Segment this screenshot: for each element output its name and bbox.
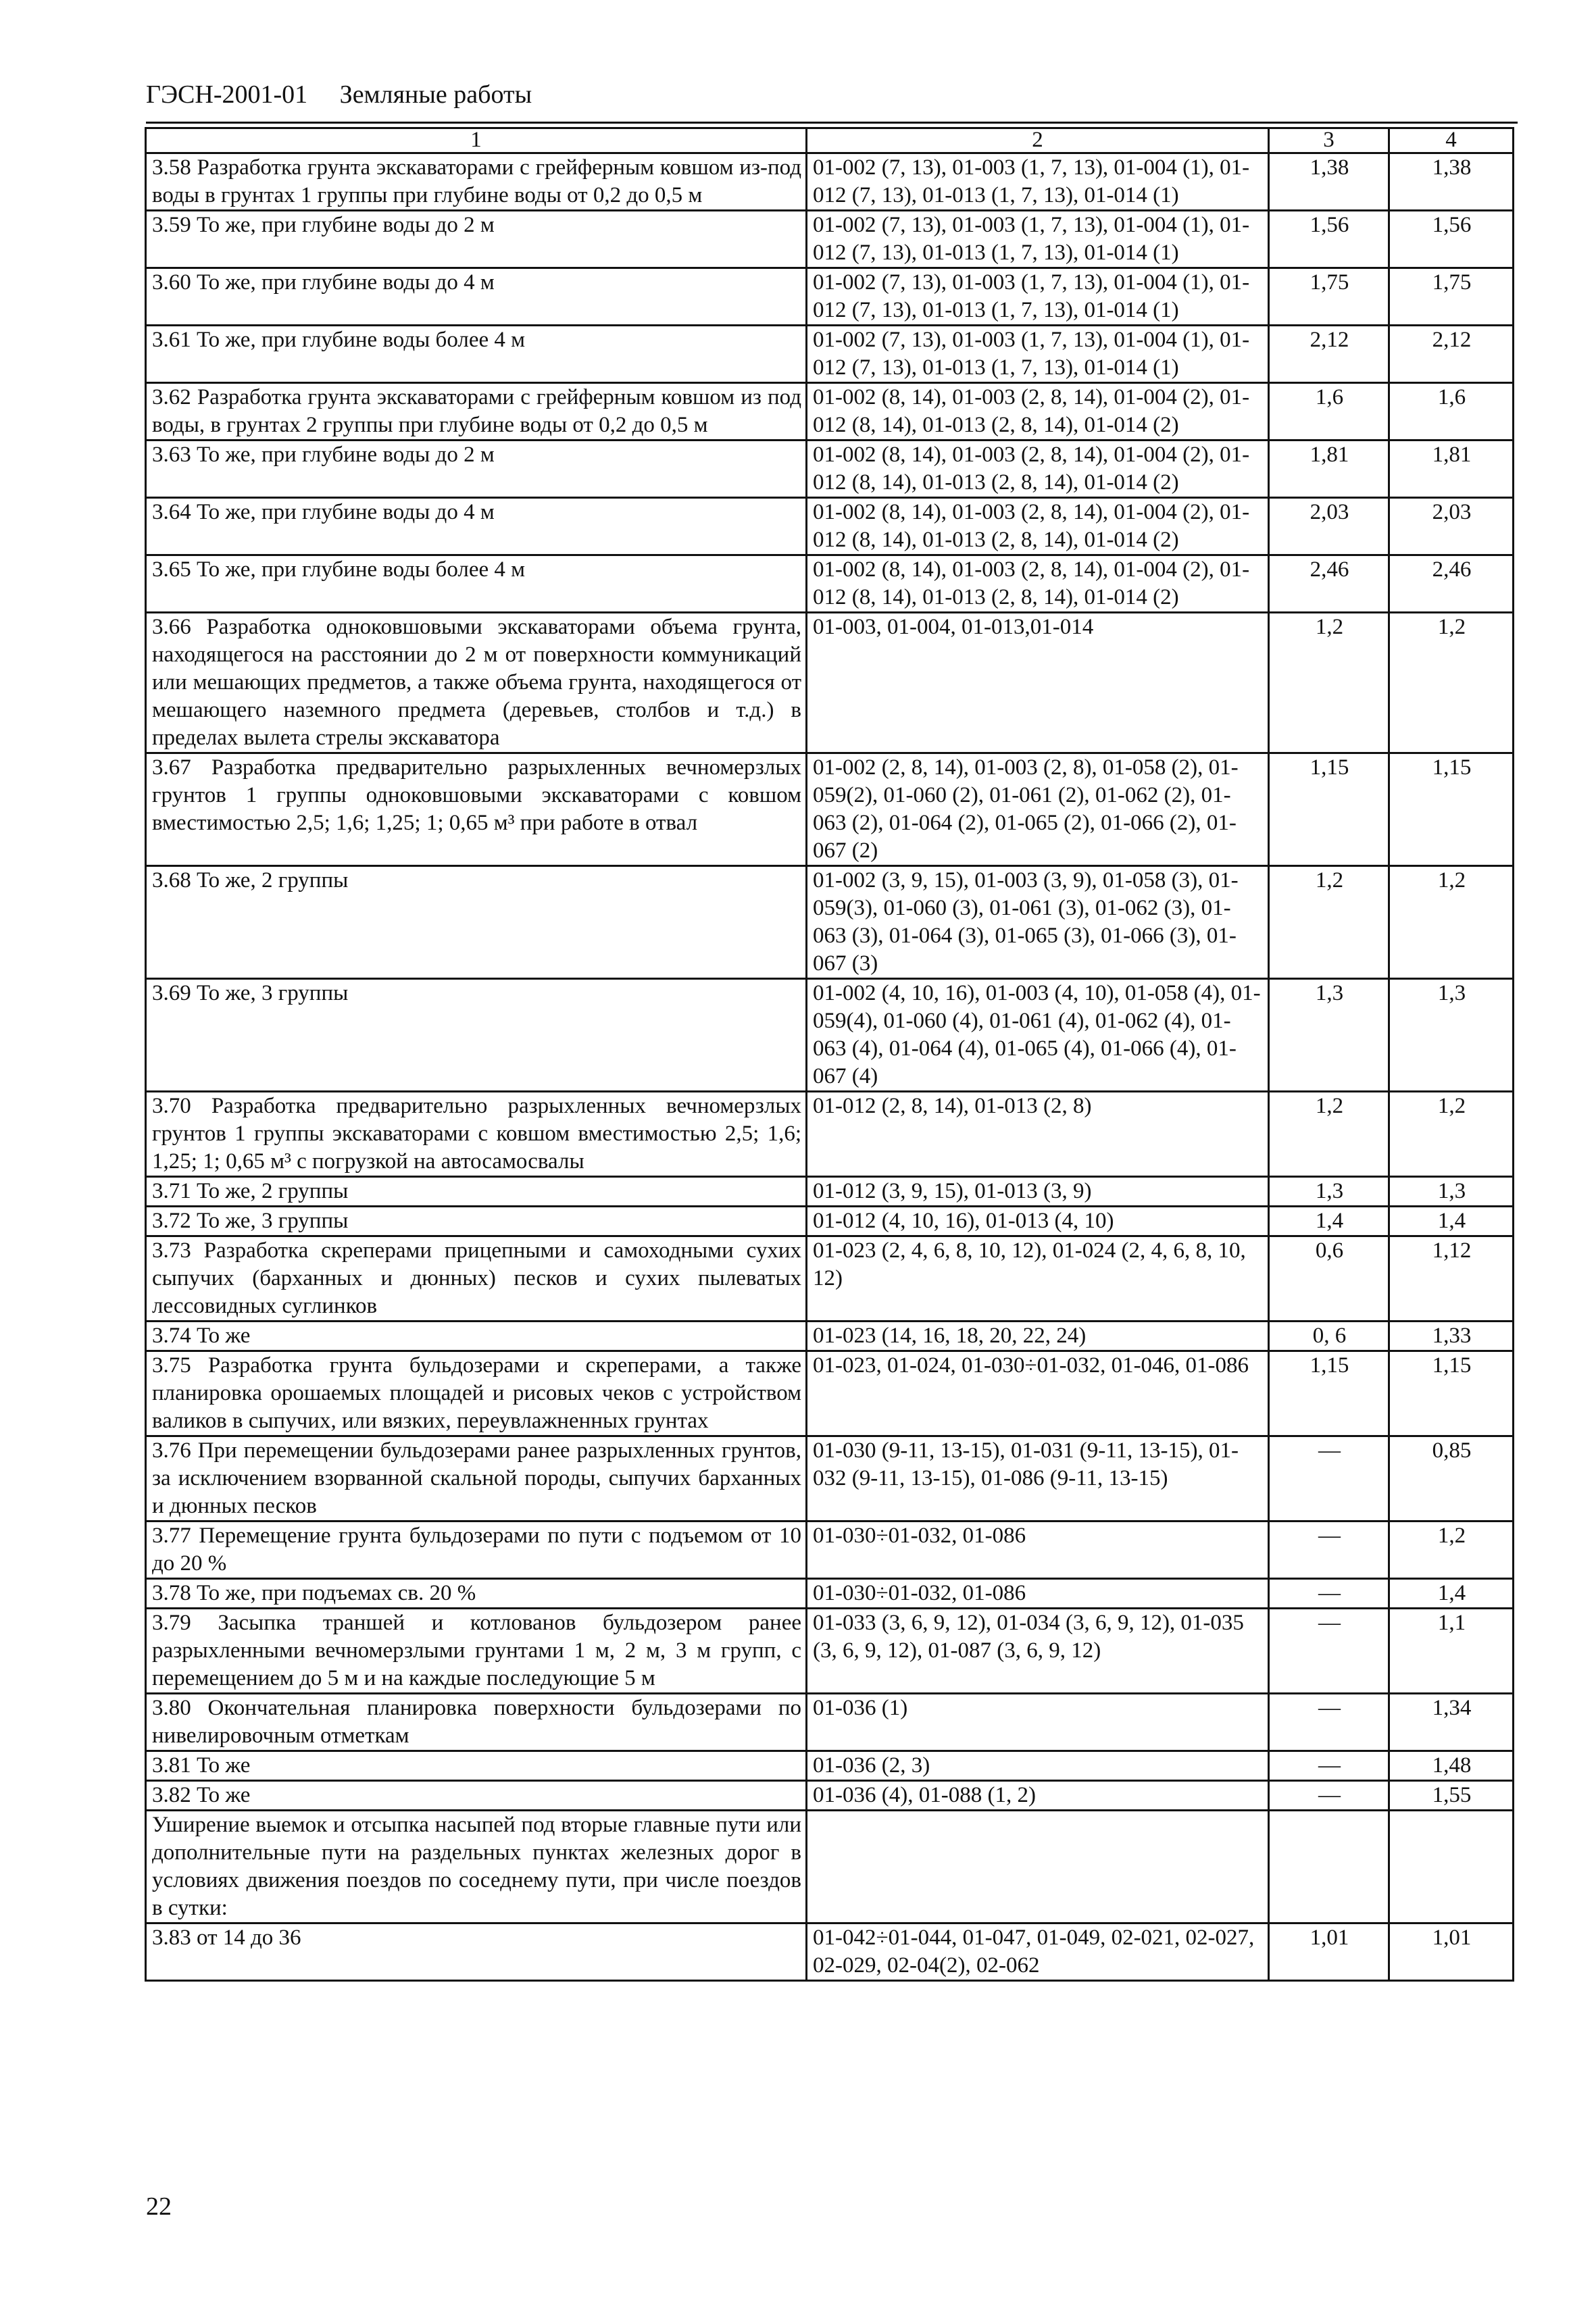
row-table-codes: 01-023 (2, 4, 6, 8, 10, 12), 01-024 (2, 4, 6, 8, 10, 12): [807, 1236, 1269, 1322]
row-coef-col3: —: [1269, 1521, 1389, 1579]
row-coef-col3: —: [1269, 1781, 1389, 1811]
coefficients-table: [145, 127, 1514, 1982]
row-description: 3.79 Засыпка траншей и котлованов бульдозером ранее разрыхленными вечномерзлыми грунтами 1 м, 2 м, 3 м групп, с перемещением до 5 м и на каждые последующие 5 м: [146, 1609, 807, 1694]
row-coef-col4: 1,2: [1389, 866, 1514, 979]
row-coef-col3: 2,03: [1269, 498, 1389, 555]
row-description: 3.76 При перемещении бульдозерами ранее разрыхленных грунтов, за исключением взорванной скальной породы, сыпучих барханных и дюнных песков: [146, 1436, 807, 1521]
row-description: 3.83 от 14 до 36: [146, 1923, 807, 1981]
row-coef-col4: 1,38: [1389, 153, 1514, 211]
table-row: [146, 441, 1514, 498]
row-coef-col4: 1,4: [1389, 1579, 1514, 1609]
table-row: [146, 979, 1514, 1092]
row-description: 3.80 Окончательная планировка поверхности бульдозерами по нивелировочным отметкам: [146, 1694, 807, 1751]
row-table-codes: 01-030÷01-032, 01-086: [807, 1579, 1269, 1609]
row-coef-col4: 1,81: [1389, 441, 1514, 498]
row-table-codes: 01-036 (2, 3): [807, 1751, 1269, 1781]
row-table-codes: 01-012 (3, 9, 15), 01-013 (3, 9): [807, 1177, 1269, 1207]
column-number-row: [146, 128, 1514, 153]
table-row: [146, 1811, 1514, 1923]
row-table-codes: 01-033 (3, 6, 9, 12), 01-034 (3, 6, 9, 12), 01-035 (3, 6, 9, 12), 01-087 (3, 6, 9, 12): [807, 1609, 1269, 1694]
row-table-codes: 01-042÷01-044, 01-047, 01-049, 02-021, 02-027, 02-029, 02-04(2), 02-062: [807, 1923, 1269, 1981]
row-coef-col4: 2,46: [1389, 555, 1514, 613]
row-description: 3.77 Перемещение грунта бульдозерами по пути с подъемом от 10 до 20 %: [146, 1521, 807, 1579]
table-row: [146, 1521, 1514, 1579]
table-row: [146, 1436, 1514, 1521]
table-row: [146, 1236, 1514, 1322]
table-row: [146, 753, 1514, 866]
row-coef-col4: 0,85: [1389, 1436, 1514, 1521]
table-row: [146, 1781, 1514, 1811]
row-description: 3.70 Разработка предварительно разрыхленных вечномерзлых грунтов 1 группы экскаваторами с ковшом вместимостью 2,5; 1,6; 1,25; 1; 0,65 м³ с погрузкой на автосамосвалы: [146, 1092, 807, 1177]
row-table-codes: 01-036 (1): [807, 1694, 1269, 1751]
row-coef-col3: 1,2: [1269, 866, 1389, 979]
row-coef-col3: 1,38: [1269, 153, 1389, 211]
row-description: Уширение выемок и отсыпка насыпей под вторые главные пути или дополнительные пути на раздельных пунктах железных дорог в условиях движения поездов по соседнему пути, при числе поездов в сутки:: [146, 1811, 807, 1923]
row-description: 3.73 Разработка скреперами прицепными и самоходными сухих сыпучих (барханных и дюнных) песков и сухих пылеватых лессовидных суглинков: [146, 1236, 807, 1322]
row-table-codes: 01-012 (4, 10, 16), 01-013 (4, 10): [807, 1207, 1269, 1236]
row-description: 3.82 То же: [146, 1781, 807, 1811]
table-row: [146, 1609, 1514, 1694]
row-coef-col3: [1269, 1811, 1389, 1923]
row-coef-col3: 1,15: [1269, 753, 1389, 866]
row-coef-col4: 1,4: [1389, 1207, 1514, 1236]
table-body: [146, 153, 1514, 1981]
row-table-codes: 01-002 (8, 14), 01-003 (2, 8, 14), 01-004 (2), 01-012 (8, 14), 01-013 (2, 8, 14), 01-014 (2): [807, 498, 1269, 555]
row-table-codes: 01-002 (7, 13), 01-003 (1, 7, 13), 01-004 (1), 01-012 (7, 13), 01-013 (1, 7, 13), 01-014 (1): [807, 268, 1269, 326]
row-coef-col4: [1389, 1811, 1514, 1923]
row-coef-col3: 1,3: [1269, 1177, 1389, 1207]
row-coef-col3: 1,2: [1269, 613, 1389, 753]
table-row: [146, 1751, 1514, 1781]
row-table-codes: 01-002 (3, 9, 15), 01-003 (3, 9), 01-058 (3), 01-059(3), 01-060 (3), 01-061 (3), 01-062 (3), 01-063 (3), 01-064 (3), 01-065 (3), 01-066 (3), 01-067 (3): [807, 866, 1269, 979]
page-header: [146, 80, 1518, 124]
row-description: 3.63 То же, при глубине воды до 2 м: [146, 441, 807, 498]
row-coef-col4: 1,34: [1389, 1694, 1514, 1751]
row-coef-col3: —: [1269, 1694, 1389, 1751]
row-description: 3.68 То же, 2 группы: [146, 866, 807, 979]
row-table-codes: 01-002 (8, 14), 01-003 (2, 8, 14), 01-004 (2), 01-012 (8, 14), 01-013 (2, 8, 14), 01-014 (2): [807, 383, 1269, 441]
row-table-codes: 01-002 (2, 8, 14), 01-003 (2, 8), 01-058 (2), 01-059(2), 01-060 (2), 01-061 (2), 01-062 (2), 01-063 (2), 01-064 (2), 01-065 (2), 01-066 (2), 01-067 (2): [807, 753, 1269, 866]
row-description: 3.58 Разработка грунта экскаваторами с грейферным ковшом из-под воды в грунтах 1 группы при глубине воды от 0,2 до 0,5 м: [146, 153, 807, 211]
row-coef-col4: 1,75: [1389, 268, 1514, 326]
table-row: [146, 1177, 1514, 1207]
section-title: Земляные работы: [339, 80, 532, 109]
column-header: 1: [146, 128, 807, 153]
row-description: 3.62 Разработка грунта экскаваторами с грейферным ковшом из под воды, в грунтах 2 группы при глубине воды от 0,2 до 0,5 м: [146, 383, 807, 441]
row-description: 3.71 То же, 2 группы: [146, 1177, 807, 1207]
row-coef-col4: 1,55: [1389, 1781, 1514, 1811]
table-row: [146, 383, 1514, 441]
row-description: 3.66 Разработка одноковшовыми экскаваторами объема грунта, находящегося на расстоянии до 2 м от поверхности коммуникаций или мешающих предметов, а также объема грунта, находящегося от мешающего наземного предмета (деревьев, столбов и т.д.) в пределах вылета стрелы экскаватора: [146, 613, 807, 753]
row-coef-col4: 1,1: [1389, 1609, 1514, 1694]
row-coef-col3: —: [1269, 1609, 1389, 1694]
table-row: [146, 153, 1514, 211]
row-description: 3.67 Разработка предварительно разрыхленных вечномерзлых грунтов 1 группы одноковшовыми экскаваторами с ковшом вместимостью 2,5; 1,6; 1,25; 1; 0,65 м³ при работе в отвал: [146, 753, 807, 866]
row-table-codes: [807, 1811, 1269, 1923]
table-row: [146, 326, 1514, 383]
row-table-codes: 01-030 (9-11, 13-15), 01-031 (9-11, 13-15), 01-032 (9-11, 13-15), 01-086 (9-11, 13-15): [807, 1436, 1269, 1521]
row-coef-col4: 2,03: [1389, 498, 1514, 555]
column-header: 4: [1389, 128, 1514, 153]
row-description: 3.72 То же, 3 группы: [146, 1207, 807, 1236]
row-table-codes: 01-002 (7, 13), 01-003 (1, 7, 13), 01-004 (1), 01-012 (7, 13), 01-013 (1, 7, 13), 01-014 (1): [807, 326, 1269, 383]
table-row: [146, 211, 1514, 268]
row-coef-col3: 1,56: [1269, 211, 1389, 268]
table-row: [146, 1351, 1514, 1436]
row-coef-col3: 0,6: [1269, 1236, 1389, 1322]
row-coef-col3: 1,81: [1269, 441, 1389, 498]
row-coef-col4: 1,56: [1389, 211, 1514, 268]
row-description: 3.65 То же, при глубине воды более 4 м: [146, 555, 807, 613]
row-table-codes: 01-002 (8, 14), 01-003 (2, 8, 14), 01-004 (2), 01-012 (8, 14), 01-013 (2, 8, 14), 01-014 (2): [807, 555, 1269, 613]
row-coef-col3: 1,01: [1269, 1923, 1389, 1981]
row-coef-col3: —: [1269, 1579, 1389, 1609]
row-coef-col4: 1,2: [1389, 1521, 1514, 1579]
row-table-codes: 01-003, 01-004, 01-013,01-014: [807, 613, 1269, 753]
table-row: [146, 1579, 1514, 1609]
row-coef-col4: 1,2: [1389, 613, 1514, 753]
table-row: [146, 1923, 1514, 1981]
row-coef-col4: 1,15: [1389, 753, 1514, 866]
row-description: 3.64 То же, при глубине воды до 4 м: [146, 498, 807, 555]
row-coef-col4: 1,6: [1389, 383, 1514, 441]
row-coef-col4: 1,3: [1389, 979, 1514, 1092]
row-description: 3.61 То же, при глубине воды более 4 м: [146, 326, 807, 383]
row-table-codes: 01-002 (8, 14), 01-003 (2, 8, 14), 01-004 (2), 01-012 (8, 14), 01-013 (2, 8, 14), 01-014 (2): [807, 441, 1269, 498]
table-row: [146, 866, 1514, 979]
row-coef-col3: 1,15: [1269, 1351, 1389, 1436]
row-coef-col3: 2,46: [1269, 555, 1389, 613]
table-row: [146, 498, 1514, 555]
table-row: [146, 268, 1514, 326]
row-description: 3.60 То же, при глубине воды до 4 м: [146, 268, 807, 326]
row-table-codes: 01-023, 01-024, 01-030÷01-032, 01-046, 01-086: [807, 1351, 1269, 1436]
page-number: 22: [146, 2192, 172, 2221]
row-coef-col4: 2,12: [1389, 326, 1514, 383]
row-coef-col4: 1,12: [1389, 1236, 1514, 1322]
row-table-codes: 01-012 (2, 8, 14), 01-013 (2, 8): [807, 1092, 1269, 1177]
row-coef-col3: 1,75: [1269, 268, 1389, 326]
row-coef-col3: 1,2: [1269, 1092, 1389, 1177]
row-coef-col4: 1,15: [1389, 1351, 1514, 1436]
row-description: 3.59 То же, при глубине воды до 2 м: [146, 211, 807, 268]
row-coef-col3: —: [1269, 1751, 1389, 1781]
table-row: [146, 1207, 1514, 1236]
row-table-codes: 01-002 (7, 13), 01-003 (1, 7, 13), 01-004 (1), 01-012 (7, 13), 01-013 (1, 7, 13), 01-014 (1): [807, 211, 1269, 268]
table-row: [146, 555, 1514, 613]
row-coef-col3: 1,6: [1269, 383, 1389, 441]
row-coef-col4: 1,33: [1389, 1322, 1514, 1351]
column-header: 2: [807, 128, 1269, 153]
row-coef-col3: —: [1269, 1436, 1389, 1521]
row-coef-col3: 1,3: [1269, 979, 1389, 1092]
row-coef-col3: 2,12: [1269, 326, 1389, 383]
row-coef-col3: 1,4: [1269, 1207, 1389, 1236]
row-coef-col3: 0, 6: [1269, 1322, 1389, 1351]
row-coef-col4: 1,48: [1389, 1751, 1514, 1781]
row-table-codes: 01-023 (14, 16, 18, 20, 22, 24): [807, 1322, 1269, 1351]
row-description: 3.78 То же, при подъемах св. 20 %: [146, 1579, 807, 1609]
row-table-codes: 01-030÷01-032, 01-086: [807, 1521, 1269, 1579]
column-header: 3: [1269, 128, 1389, 153]
row-description: 3.69 То же, 3 группы: [146, 979, 807, 1092]
row-table-codes: 01-036 (4), 01-088 (1, 2): [807, 1781, 1269, 1811]
row-description: 3.74 То же: [146, 1322, 807, 1351]
row-table-codes: 01-002 (7, 13), 01-003 (1, 7, 13), 01-004 (1), 01-012 (7, 13), 01-013 (1, 7, 13), 01-014 (1): [807, 153, 1269, 211]
table-row: [146, 1694, 1514, 1751]
row-coef-col4: 1,3: [1389, 1177, 1514, 1207]
document-code: ГЭСН-2001-01: [146, 80, 308, 109]
table-row: [146, 1322, 1514, 1351]
row-description: 3.81 То же: [146, 1751, 807, 1781]
table-row: [146, 613, 1514, 753]
table-row: [146, 1092, 1514, 1177]
row-description: 3.75 Разработка грунта бульдозерами и скреперами, а также планировка орошаемых площадей и рисовых чеков с устройством валиков в сыпучих, или вязких, переувлажненных грунтах: [146, 1351, 807, 1436]
row-table-codes: 01-002 (4, 10, 16), 01-003 (4, 10), 01-058 (4), 01-059(4), 01-060 (4), 01-061 (4), 01-062 (4), 01-063 (4), 01-064 (4), 01-065 (4), 01-066 (4), 01-067 (4): [807, 979, 1269, 1092]
row-coef-col4: 1,2: [1389, 1092, 1514, 1177]
row-coef-col4: 1,01: [1389, 1923, 1514, 1981]
